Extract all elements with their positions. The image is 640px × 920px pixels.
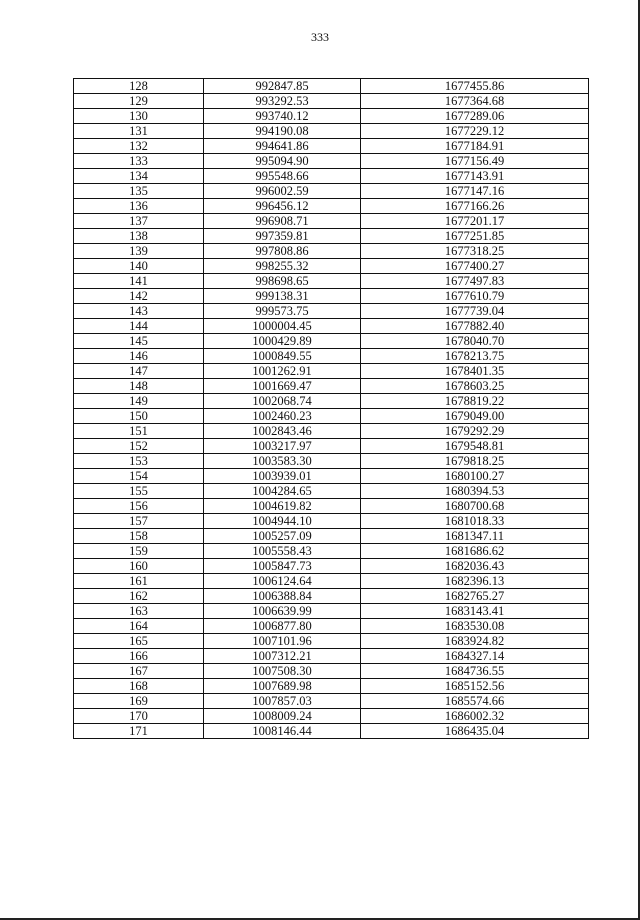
table-row	[74, 394, 589, 409]
y-coordinate-cell: 1677400.27	[361, 259, 589, 274]
point-number-cell: 135	[74, 184, 204, 199]
y-coordinate-cell: 1682765.27	[361, 589, 589, 604]
point-number-cell: 141	[74, 274, 204, 289]
table-row	[74, 424, 589, 439]
y-coordinate-cell: 1677147.16	[361, 184, 589, 199]
x-coordinate-cell: 1006388.84	[204, 589, 361, 604]
table-row	[74, 724, 589, 739]
y-coordinate-cell: 1685574.66	[361, 694, 589, 709]
y-coordinate-cell: 1677184.91	[361, 139, 589, 154]
table-row	[74, 154, 589, 169]
point-number-cell: 166	[74, 649, 204, 664]
y-coordinate-cell: 1679818.25	[361, 454, 589, 469]
table-row	[74, 184, 589, 199]
x-coordinate-cell: 1000429.89	[204, 334, 361, 349]
coordinates-table	[73, 78, 589, 739]
x-coordinate-cell: 1003583.30	[204, 454, 361, 469]
table-row	[74, 94, 589, 109]
x-coordinate-cell: 1002843.46	[204, 424, 361, 439]
table-row	[74, 619, 589, 634]
table-row	[74, 634, 589, 649]
table-row	[74, 364, 589, 379]
x-coordinate-cell: 1000849.55	[204, 349, 361, 364]
page-number: 333	[311, 30, 329, 44]
point-number-cell: 149	[74, 394, 204, 409]
table-row	[74, 319, 589, 334]
x-coordinate-cell: 997359.81	[204, 229, 361, 244]
table-row	[74, 139, 589, 154]
table-row	[74, 274, 589, 289]
x-coordinate-cell: 1005558.43	[204, 544, 361, 559]
point-number-cell: 139	[74, 244, 204, 259]
point-number-cell: 140	[74, 259, 204, 274]
x-coordinate-cell: 1002460.23	[204, 409, 361, 424]
table-row	[74, 244, 589, 259]
x-coordinate-cell: 1006877.80	[204, 619, 361, 634]
y-coordinate-cell: 1683530.08	[361, 619, 589, 634]
x-coordinate-cell: 1008146.44	[204, 724, 361, 739]
y-coordinate-cell: 1677318.25	[361, 244, 589, 259]
table-row	[74, 454, 589, 469]
x-coordinate-cell: 1001262.91	[204, 364, 361, 379]
x-coordinate-cell: 1004944.10	[204, 514, 361, 529]
table-row	[74, 469, 589, 484]
point-number-cell: 158	[74, 529, 204, 544]
y-coordinate-cell: 1677455.86	[361, 79, 589, 94]
table-row	[74, 334, 589, 349]
y-coordinate-cell: 1678213.75	[361, 349, 589, 364]
x-coordinate-cell: 1007508.30	[204, 664, 361, 679]
y-coordinate-cell: 1677156.49	[361, 154, 589, 169]
point-number-cell: 132	[74, 139, 204, 154]
table-row	[74, 649, 589, 664]
point-number-cell: 151	[74, 424, 204, 439]
table-row	[74, 259, 589, 274]
point-number-cell: 153	[74, 454, 204, 469]
y-coordinate-cell: 1678040.70	[361, 334, 589, 349]
point-number-cell: 165	[74, 634, 204, 649]
table-row	[74, 409, 589, 424]
y-coordinate-cell: 1677610.79	[361, 289, 589, 304]
x-coordinate-cell: 994641.86	[204, 139, 361, 154]
y-coordinate-cell: 1682396.13	[361, 574, 589, 589]
point-number-cell: 162	[74, 589, 204, 604]
y-coordinate-cell: 1686435.04	[361, 724, 589, 739]
table-row	[74, 679, 589, 694]
point-number-cell: 138	[74, 229, 204, 244]
x-coordinate-cell: 1005257.09	[204, 529, 361, 544]
table-row	[74, 544, 589, 559]
y-coordinate-cell: 1678401.35	[361, 364, 589, 379]
y-coordinate-cell: 1680700.68	[361, 499, 589, 514]
y-coordinate-cell: 1683924.82	[361, 634, 589, 649]
x-coordinate-cell: 1007312.21	[204, 649, 361, 664]
table-row	[74, 499, 589, 514]
point-number-cell: 148	[74, 379, 204, 394]
y-coordinate-cell: 1685152.56	[361, 679, 589, 694]
point-number-cell: 150	[74, 409, 204, 424]
y-coordinate-cell: 1677882.40	[361, 319, 589, 334]
table-row	[74, 169, 589, 184]
y-coordinate-cell: 1679292.29	[361, 424, 589, 439]
table-row	[74, 664, 589, 679]
point-number-cell: 161	[74, 574, 204, 589]
table-row	[74, 79, 589, 94]
y-coordinate-cell: 1677289.06	[361, 109, 589, 124]
y-coordinate-cell: 1686002.32	[361, 709, 589, 724]
y-coordinate-cell: 1677229.12	[361, 124, 589, 139]
table-row	[74, 484, 589, 499]
point-number-cell: 130	[74, 109, 204, 124]
x-coordinate-cell: 1001669.47	[204, 379, 361, 394]
table-row	[74, 214, 589, 229]
point-number-cell: 142	[74, 289, 204, 304]
y-coordinate-cell: 1681018.33	[361, 514, 589, 529]
x-coordinate-cell: 1002068.74	[204, 394, 361, 409]
y-coordinate-cell: 1678603.25	[361, 379, 589, 394]
y-coordinate-cell: 1681686.62	[361, 544, 589, 559]
x-coordinate-cell: 1007101.96	[204, 634, 361, 649]
point-number-cell: 131	[74, 124, 204, 139]
x-coordinate-cell: 1008009.24	[204, 709, 361, 724]
point-number-cell: 171	[74, 724, 204, 739]
point-number-cell: 136	[74, 199, 204, 214]
point-number-cell: 170	[74, 709, 204, 724]
point-number-cell: 169	[74, 694, 204, 709]
x-coordinate-cell: 1005847.73	[204, 559, 361, 574]
y-coordinate-cell: 1678819.22	[361, 394, 589, 409]
table-row	[74, 229, 589, 244]
table-row	[74, 199, 589, 214]
y-coordinate-cell: 1680394.53	[361, 484, 589, 499]
table-row	[74, 709, 589, 724]
table-row	[74, 559, 589, 574]
x-coordinate-cell: 996456.12	[204, 199, 361, 214]
point-number-cell: 164	[74, 619, 204, 634]
y-coordinate-cell: 1681347.11	[361, 529, 589, 544]
point-number-cell: 156	[74, 499, 204, 514]
table-row	[74, 439, 589, 454]
point-number-cell: 168	[74, 679, 204, 694]
y-coordinate-cell: 1682036.43	[361, 559, 589, 574]
x-coordinate-cell: 992847.85	[204, 79, 361, 94]
x-coordinate-cell: 1007857.03	[204, 694, 361, 709]
x-coordinate-cell: 1003217.97	[204, 439, 361, 454]
y-coordinate-cell: 1677364.68	[361, 94, 589, 109]
y-coordinate-cell: 1677251.85	[361, 229, 589, 244]
x-coordinate-cell: 996002.59	[204, 184, 361, 199]
point-number-cell: 134	[74, 169, 204, 184]
y-coordinate-cell: 1684736.55	[361, 664, 589, 679]
table-row	[74, 304, 589, 319]
point-number-cell: 155	[74, 484, 204, 499]
table-row	[74, 379, 589, 394]
table-row	[74, 694, 589, 709]
y-coordinate-cell: 1677201.17	[361, 214, 589, 229]
x-coordinate-cell: 998255.32	[204, 259, 361, 274]
table-row	[74, 589, 589, 604]
x-coordinate-cell: 993292.53	[204, 94, 361, 109]
table-row	[74, 289, 589, 304]
x-coordinate-cell: 998698.65	[204, 274, 361, 289]
y-coordinate-cell: 1677497.83	[361, 274, 589, 289]
table-row	[74, 514, 589, 529]
table-row	[74, 604, 589, 619]
point-number-cell: 129	[74, 94, 204, 109]
x-coordinate-cell: 994190.08	[204, 124, 361, 139]
x-coordinate-cell: 999573.75	[204, 304, 361, 319]
point-number-cell: 137	[74, 214, 204, 229]
table-row	[74, 349, 589, 364]
point-number-cell: 152	[74, 439, 204, 454]
x-coordinate-cell: 1006124.64	[204, 574, 361, 589]
y-coordinate-cell: 1677143.91	[361, 169, 589, 184]
x-coordinate-cell: 1003939.01	[204, 469, 361, 484]
x-coordinate-cell: 1000004.45	[204, 319, 361, 334]
x-coordinate-cell: 999138.31	[204, 289, 361, 304]
table-row	[74, 574, 589, 589]
y-coordinate-cell: 1684327.14	[361, 649, 589, 664]
point-number-cell: 167	[74, 664, 204, 679]
y-coordinate-cell: 1679049.00	[361, 409, 589, 424]
x-coordinate-cell: 993740.12	[204, 109, 361, 124]
table-row	[74, 109, 589, 124]
table-row	[74, 529, 589, 544]
y-coordinate-cell: 1680100.27	[361, 469, 589, 484]
x-coordinate-cell: 1004619.82	[204, 499, 361, 514]
y-coordinate-cell: 1677739.04	[361, 304, 589, 319]
point-number-cell: 157	[74, 514, 204, 529]
x-coordinate-cell: 995094.90	[204, 154, 361, 169]
x-coordinate-cell: 997808.86	[204, 244, 361, 259]
point-number-cell: 133	[74, 154, 204, 169]
point-number-cell: 160	[74, 559, 204, 574]
coordinates-table-body	[74, 79, 589, 739]
y-coordinate-cell: 1677166.26	[361, 199, 589, 214]
point-number-cell: 159	[74, 544, 204, 559]
point-number-cell: 147	[74, 364, 204, 379]
x-coordinate-cell: 1004284.65	[204, 484, 361, 499]
y-coordinate-cell: 1679548.81	[361, 439, 589, 454]
point-number-cell: 163	[74, 604, 204, 619]
point-number-cell: 143	[74, 304, 204, 319]
x-coordinate-cell: 1007689.98	[204, 679, 361, 694]
table-row	[74, 124, 589, 139]
x-coordinate-cell: 996908.71	[204, 214, 361, 229]
point-number-cell: 154	[74, 469, 204, 484]
point-number-cell: 146	[74, 349, 204, 364]
y-coordinate-cell: 1683143.41	[361, 604, 589, 619]
point-number-cell: 144	[74, 319, 204, 334]
point-number-cell: 145	[74, 334, 204, 349]
x-coordinate-cell: 995548.66	[204, 169, 361, 184]
x-coordinate-cell: 1006639.99	[204, 604, 361, 619]
point-number-cell: 128	[74, 79, 204, 94]
